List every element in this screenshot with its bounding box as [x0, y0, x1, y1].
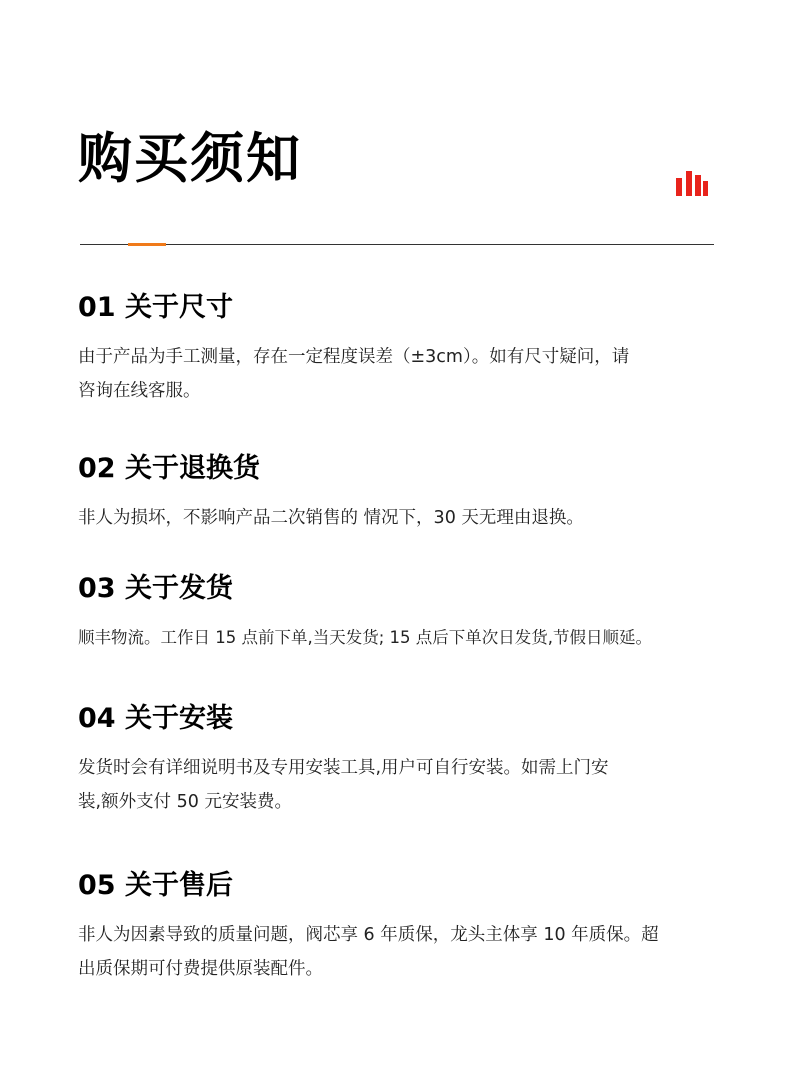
section-heading: 03 关于发货	[78, 573, 233, 604]
section-heading: 05 关于售后	[78, 870, 233, 901]
divider-accent	[128, 243, 166, 246]
section-heading: 01 关于尺寸	[78, 292, 233, 323]
section-line: 顺丰物流。工作日 15 点前下单,当天发货; 15 点后下单次日发货,节假日顺延。	[78, 628, 653, 647]
bar-chart-icon	[675, 170, 709, 196]
title-divider	[80, 244, 714, 245]
section-heading: 02 关于退换货	[78, 453, 260, 484]
page-title: 购买须知	[78, 127, 302, 190]
section-body	[78, 621, 758, 655]
section-line: 非人为损坏，不影响产品二次销售的 情况下，30 天无理由退换。	[78, 508, 584, 528]
section-line: 发货时会有详细说明书及专用安装工具,用户可自行安装。如需上门安	[78, 758, 609, 778]
section-line: 装,额外支付 50 元安装费。	[78, 792, 292, 812]
section-line: 出质保期可付费提供原装配件。	[78, 959, 323, 979]
section-returns	[78, 451, 758, 535]
section-line: 咨询在线客服。	[78, 381, 201, 401]
section-shipping	[78, 571, 758, 655]
section-after-sales	[78, 868, 758, 986]
section-line: 由于产品为手工测量，存在一定程度误差（±3cm）。如有尺寸疑问，请	[78, 347, 630, 367]
section-size	[78, 290, 758, 408]
section-heading: 04 关于安装	[78, 703, 233, 734]
section-installation	[78, 701, 758, 819]
section-body	[78, 501, 758, 535]
section-line: 非人为因素导致的质量问题，阀芯享 6 年质保，龙头主体享 10 年质保。超	[78, 925, 659, 945]
section-body	[78, 918, 758, 986]
section-body	[78, 340, 758, 408]
section-body	[78, 751, 758, 819]
